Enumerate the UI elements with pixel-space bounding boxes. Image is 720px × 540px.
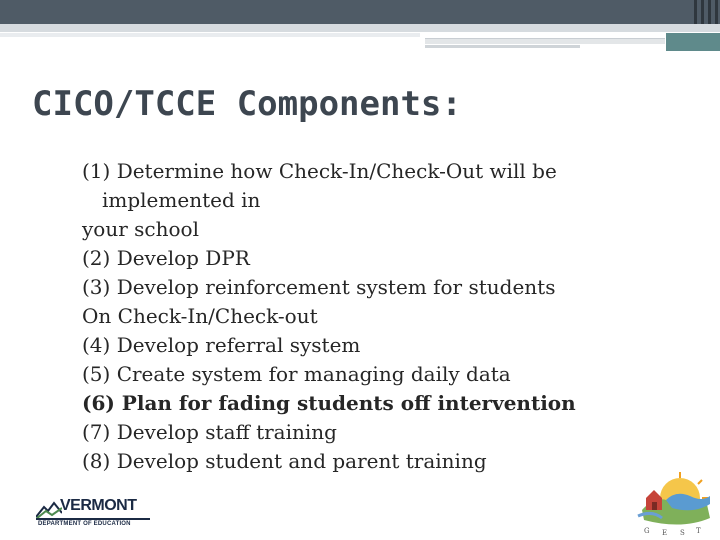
vermont-wordmark: VERMONT — [60, 497, 137, 514]
vermont-rule — [36, 518, 150, 520]
content-line: (5) Create system for managing daily data — [82, 362, 511, 386]
content-line: (6) Plan for fading students off intervention — [82, 391, 576, 415]
header-accent-block — [425, 38, 665, 44]
content-line: (3) Develop reinforcement system for students — [82, 275, 556, 299]
content-line: (1) Determine how Check-In/Check-Out will be — [82, 159, 557, 183]
content-line: your school — [82, 217, 199, 241]
vermont-subtitle: DEPARTMENT OF EDUCATION — [38, 521, 131, 527]
pbis-letter-s: S — [680, 529, 685, 536]
header-bar — [0, 0, 720, 24]
header-corner-teal — [666, 33, 720, 51]
content-line: On Check-In/Check-out — [82, 304, 318, 328]
content-line: (8) Develop student and parent training — [82, 449, 487, 473]
pbis-letter-t: T — [696, 527, 701, 535]
header-accent-line — [0, 33, 420, 37]
mountain-icon — [36, 499, 62, 519]
slide-title: CICO/TCCE Components: — [32, 84, 462, 124]
content-line: (4) Develop referral system — [82, 333, 361, 357]
content-line: implemented in — [102, 188, 261, 212]
header-corner-bars — [692, 0, 720, 24]
header-stripe — [0, 24, 720, 32]
pbis-letter-g: G — [644, 527, 650, 535]
content-line: (7) Develop staff training — [82, 420, 337, 444]
header-accent-block-2 — [425, 45, 580, 48]
content-line: (2) Develop DPR — [82, 246, 250, 270]
pbis-logo — [632, 470, 712, 536]
vermont-logo — [36, 497, 156, 531]
pbis-letter-e: E — [662, 529, 668, 536]
slide-content — [82, 157, 682, 476]
